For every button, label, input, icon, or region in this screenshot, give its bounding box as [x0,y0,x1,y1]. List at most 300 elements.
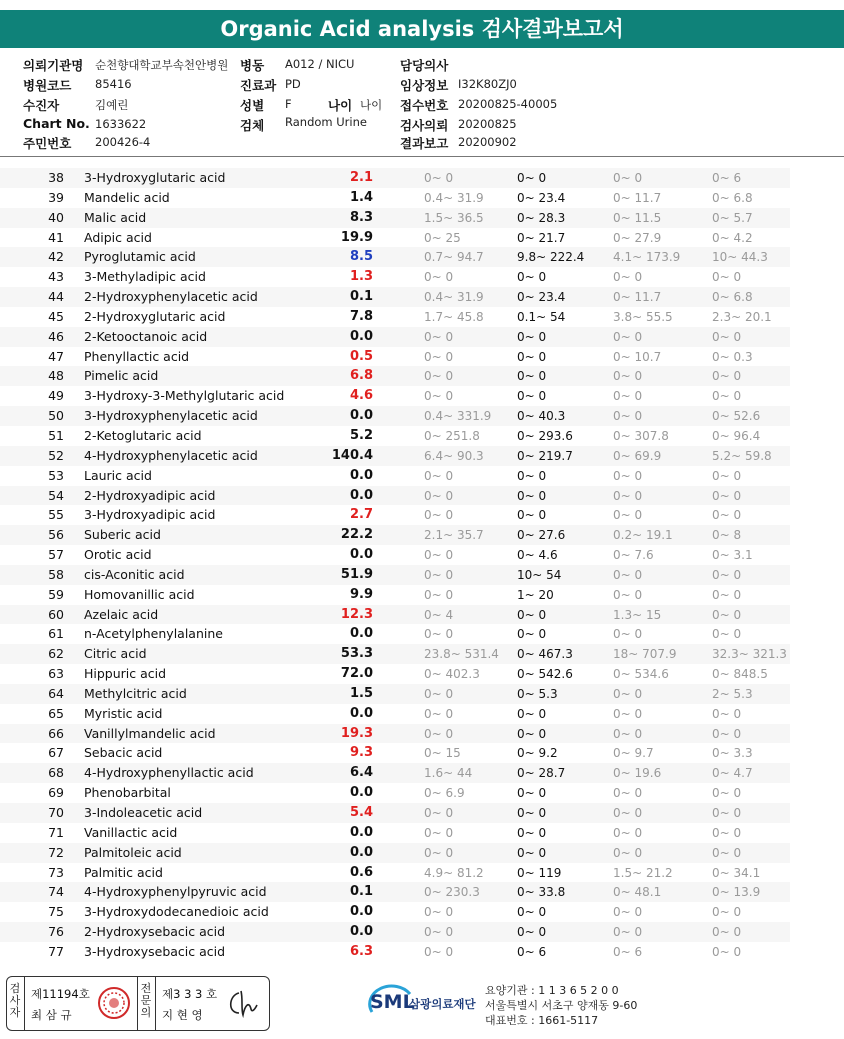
table-row [0,247,790,267]
reference-range-1: 0~ 0 [424,488,454,503]
value-chart-no: 1633622 [95,117,147,131]
reference-range-4: 0~ 5.7 [712,210,753,225]
value-hospital-code: 85416 [95,77,132,91]
reference-range-1: 2.1~ 35.7 [424,528,484,543]
table-row [0,823,790,843]
reference-range-4: 0~ 6 [712,171,742,185]
reference-range-2: 0~ 0 [517,508,547,523]
reference-range-1: 0~ 230.3 [424,885,480,900]
reference-range-3: 0~ 0 [613,587,643,602]
reference-range-1: 0~ 0 [424,508,454,523]
table-row [0,545,790,565]
reference-range-1: 0~ 0 [424,686,454,701]
reference-range-3: 0~ 0 [613,627,643,642]
analyte-name: n-Acetylphenylalanine [84,626,223,642]
reference-range-4: 0~ 0 [712,329,742,344]
reference-range-1: 0~ 0 [424,944,454,959]
row-number: 55 [48,507,64,523]
institution-code: 요양기관 : 1 1 3 6 5 2 0 0 [485,984,619,997]
row-number: 51 [48,427,64,443]
header-divider [0,156,844,157]
reference-range-1: 0~ 0 [424,806,454,820]
analyte-name: 3-Hydroxysebacic acid [84,943,226,959]
reference-range-2: 0~ 9.2 [517,746,558,761]
table-row [0,386,790,406]
reference-range-2: 0~ 0 [517,925,547,940]
reference-range-4: 0~ 0 [712,508,742,523]
reference-range-1: 0~ 15 [424,746,461,761]
sml-logo [366,984,481,1026]
analyte-name: 3-Indoleacetic acid [84,805,203,820]
institution-phone: 대표번호 : 1661-5117 [485,1014,599,1027]
result-value: 0.0 [349,785,373,801]
table-row [0,208,790,228]
reference-range-2: 0.1~ 54 [517,309,566,324]
reference-range-3: 0~ 48.1 [613,885,662,900]
analyte-name: Phenyllactic acid [84,348,190,364]
reference-range-3: 0~ 69.9 [613,448,662,463]
analyte-name: 3-Hydroxyglutaric acid [84,170,226,185]
reference-range-1: 0~ 0 [424,567,454,582]
reference-range-3: 0~ 0 [613,468,643,483]
value-sex: F [285,97,292,111]
reference-range-3: 0~ 10.7 [613,349,662,364]
reference-range-3: 0~ 0 [613,567,643,582]
result-value: 0.0 [349,626,373,642]
specialist-license: 제3 3 3 호 [162,987,218,1001]
value-resident-number: 200426-4 [95,135,151,149]
tester-name: 최 삼 규 [31,1008,72,1022]
signature-box [6,976,270,1031]
table-row [0,525,790,545]
label-test-request: 검사의뢰 [400,118,449,133]
row-number: 48 [48,368,64,384]
result-value: 8.3 [349,209,373,225]
reference-range-4: 0~ 34.1 [712,865,761,880]
reference-range-2: 0~ 28.7 [517,766,566,781]
reference-range-1: 0.4~ 31.9 [424,290,484,305]
result-value: 19.3 [340,725,373,741]
reference-range-1: 0.7~ 94.7 [424,250,484,265]
label-ward: 병동 [240,58,265,73]
row-number: 74 [48,884,64,900]
reference-range-3: 18~ 707.9 [613,647,677,662]
result-value: 9.9 [349,586,373,602]
row-number: 39 [48,189,64,205]
analyte-name: Pimelic acid [84,368,159,384]
logo-text: SML [370,991,415,1013]
analyte-name: Sebacic acid [84,745,163,761]
result-value: 0.5 [349,348,373,364]
row-number: 57 [48,547,64,563]
analyte-name: 2-Hydroxyadipic acid [84,487,216,503]
table-row [0,486,790,506]
patient-info-header [0,48,844,158]
analyte-name: Orotic acid [84,547,152,563]
row-number: 70 [48,805,64,820]
reference-range-3: 0~ 9.7 [613,746,654,761]
analyte-name: Homovanillic acid [84,586,195,602]
analyte-name: Suberic acid [84,527,161,543]
row-number: 75 [48,904,64,920]
analyte-name: 2-Hydroxysebacic acid [84,924,226,940]
reference-range-2: 0~ 0 [517,706,547,721]
reference-range-2: 0~ 0 [517,786,547,801]
reference-range-1: 23.8~ 531.4 [424,647,499,662]
result-value: 0.0 [349,328,373,344]
reference-range-4: 10~ 44.3 [712,250,768,265]
reference-range-4: 0~ 8 [712,528,742,543]
analyte-name: 2-Ketoglutaric acid [84,427,202,443]
reference-range-3: 0~ 0 [613,825,643,840]
table-row [0,743,790,763]
row-number: 73 [48,864,64,880]
reference-range-1: 0~ 0 [424,587,454,602]
result-value: 4.6 [349,388,373,404]
reference-range-2: 0~ 0 [517,171,547,185]
result-value: 0.1 [349,884,373,900]
table-row [0,902,790,922]
row-number: 63 [48,666,64,682]
reference-range-2: 1~ 20 [517,587,554,602]
result-value: 0.0 [349,824,373,840]
table-row [0,188,790,208]
table-row [0,624,790,644]
row-number: 66 [48,725,64,741]
label-department: 진료과 [240,78,277,93]
table-row [0,406,790,426]
result-value: 51.9 [340,566,373,582]
table-row [0,644,790,664]
reference-range-3: 0~ 0 [613,786,643,801]
reference-range-3: 0~ 0 [613,806,643,820]
reference-range-4: 0~ 0 [712,706,742,721]
value-age: 나이 [360,98,383,112]
reference-range-2: 0~ 33.8 [517,885,566,900]
result-value: 0.0 [349,467,373,483]
reference-range-4: 0~ 0 [712,389,742,404]
reference-range-1: 0~ 402.3 [424,667,480,682]
reference-range-4: 0~ 4.7 [712,766,753,781]
analyte-name: Adipic acid [84,229,152,245]
report-title: Organic Acid analysis 검사결과보고서 [0,10,844,48]
table-row [0,585,790,605]
reference-range-1: 0~ 0 [424,369,454,384]
reference-range-1: 0~ 0 [424,726,454,741]
analyte-name: 2-Ketooctanoic acid [84,328,208,344]
result-value: 7.8 [349,308,373,324]
result-value: 5.4 [349,805,373,820]
analyte-name: Palmitoleic acid [84,844,182,860]
label-patient: 수진자 [23,98,60,113]
reference-range-2: 9.8~ 222.4 [517,250,585,265]
reference-range-4: 0~ 0 [712,567,742,582]
table-row [0,664,790,684]
reference-range-4: 0~ 0 [712,726,742,741]
result-value: 0.0 [349,904,373,920]
reference-range-3: 0~ 307.8 [613,428,669,443]
reference-range-2: 0~ 0 [517,607,547,622]
reference-range-4: 0~ 0 [712,607,742,622]
reference-range-2: 0~ 40.3 [517,409,566,424]
analyte-name: Hippuric acid [84,666,167,682]
row-number: 59 [48,586,64,602]
label-resident-number: 주민번호 [23,136,72,151]
row-number: 71 [48,824,64,840]
analyte-name: 3-Hydroxyadipic acid [84,507,216,523]
analyte-name: 2-Hydroxyglutaric acid [84,308,226,324]
reference-range-2: 0~ 119 [517,865,562,880]
reference-range-3: 0~ 0 [613,270,643,285]
table-row [0,267,790,287]
table-row [0,347,790,367]
row-number: 72 [48,844,64,860]
analyte-name: Citric acid [84,646,147,662]
result-value: 0.0 [349,547,373,563]
table-row [0,605,790,625]
reference-range-4: 0~ 0 [712,786,742,801]
reference-range-3: 0~ 11.5 [613,210,662,225]
reference-range-3: 0~ 11.7 [613,190,662,205]
reference-range-2: 0~ 0 [517,825,547,840]
result-value: 0.1 [349,289,373,305]
table-row [0,863,790,883]
institution-address: 서울특별시 서초구 양재동 9-60 [485,999,638,1012]
analyte-name: 3-Hydroxyphenylacetic acid [84,408,258,424]
row-number: 42 [48,249,64,265]
table-row [0,426,790,446]
reference-range-3: 0~ 0 [613,389,643,404]
analyte-name: Azelaic acid [84,606,159,622]
reference-range-4: 0~ 3.1 [712,548,753,563]
reference-range-2: 0~ 467.3 [517,647,573,662]
reference-range-2: 0~ 0 [517,329,547,344]
tester-license: 제11194호 [31,987,90,1001]
row-number: 43 [48,269,64,285]
reference-range-4: 0~ 0 [712,944,742,959]
label-clinical-info: 임상정보 [400,78,449,93]
reference-range-2: 0~ 4.6 [517,548,558,563]
table-row [0,168,790,188]
reference-range-3: 0~ 0 [613,508,643,523]
analyte-name: 3-Hydroxy-3-Methylglutaric acid [84,388,285,404]
table-row [0,684,790,704]
reference-range-4: 0~ 0 [712,369,742,384]
result-value: 0.0 [349,705,373,721]
result-value: 140.4 [331,447,373,463]
result-value: 22.2 [340,527,373,543]
result-value: 0.0 [349,487,373,503]
reference-range-1: 1.6~ 44 [424,766,473,781]
reference-range-4: 5.2~ 59.8 [712,448,772,463]
reference-range-3: 0~ 0 [613,845,643,860]
row-number: 38 [48,170,64,185]
row-number: 67 [48,745,64,761]
table-row [0,287,790,307]
label-requesting-institution: 의뢰기관명 [23,58,84,73]
reference-range-4: 0~ 0 [712,845,742,860]
label-specimen: 검체 [240,118,265,133]
result-value: 12.3 [340,606,373,622]
reference-range-1: 0.4~ 31.9 [424,190,484,205]
table-row [0,803,790,823]
row-number: 45 [48,308,64,324]
reference-range-1: 0.4~ 331.9 [424,409,492,424]
reference-range-3: 0~ 0 [613,925,643,940]
reference-range-2: 0~ 0 [517,845,547,860]
reference-range-3: 0~ 0 [613,706,643,721]
label-physician: 담당의사 [400,58,449,73]
reference-range-2: 0~ 0 [517,349,547,364]
reference-range-4: 0~ 0.3 [712,349,753,364]
analyte-name: Pyroglutamic acid [84,249,196,265]
report-footer [0,972,844,1039]
table-row [0,228,790,248]
value-receipt-number: 20200825-40005 [458,97,558,111]
reference-range-2: 0~ 28.3 [517,210,566,225]
value-department: PD [285,77,301,91]
reference-range-4: 32.3~ 321.3 [712,647,787,662]
reference-range-4: 0~ 0 [712,488,742,503]
reference-range-4: 0~ 0 [712,468,742,483]
row-number: 53 [48,467,64,483]
reference-range-1: 1.7~ 45.8 [424,309,484,324]
institution-info [485,983,637,1028]
reference-range-3: 0~ 0 [613,488,643,503]
row-number: 44 [48,289,64,305]
reference-range-3: 0~ 0 [613,329,643,344]
table-row [0,307,790,327]
reference-range-4: 2~ 5.3 [712,686,753,701]
row-number: 49 [48,388,64,404]
value-specimen: Random Urine [285,115,367,129]
reference-range-2: 0~ 0 [517,369,547,384]
reference-range-2: 0~ 21.7 [517,230,566,245]
reference-range-4: 0~ 0 [712,925,742,940]
result-value: 6.4 [349,765,373,781]
reference-range-4: 0~ 6.8 [712,290,753,305]
reference-range-2: 0~ 0 [517,726,547,741]
reference-range-2: 0~ 293.6 [517,428,573,443]
reference-range-3: 0~ 0 [613,369,643,384]
label-result-report: 결과보고 [400,136,449,151]
red-seal-stamp [97,986,131,1020]
table-row [0,505,790,525]
result-value: 1.4 [349,189,373,205]
reference-range-4: 0~ 52.6 [712,409,761,424]
reference-range-3: 1.3~ 15 [613,607,662,622]
reference-range-2: 0~ 23.4 [517,190,566,205]
reference-range-2: 10~ 54 [517,567,562,582]
analyte-name: 4-Hydroxyphenylacetic acid [84,447,258,463]
reference-range-1: 0~ 4 [424,607,454,622]
result-value: 0.0 [349,844,373,860]
reference-range-3: 0~ 0 [613,409,643,424]
reference-range-1: 6.4~ 90.3 [424,448,484,463]
reference-range-1: 4.9~ 81.2 [424,865,484,880]
reference-range-2: 0~ 0 [517,488,547,503]
result-value: 19.9 [340,229,373,245]
reference-range-4: 0~ 0 [712,825,742,840]
reference-range-4: 0~ 0 [712,587,742,602]
reference-range-1: 0~ 0 [424,270,454,285]
value-patient: 김예린 [95,98,129,112]
analyte-name: Lauric acid [84,467,152,483]
reference-range-2: 0~ 0 [517,806,547,820]
reference-range-4: 2.3~ 20.1 [712,309,772,324]
reference-range-2: 0~ 0 [517,270,547,285]
reference-range-2: 0~ 0 [517,905,547,920]
table-row [0,942,790,962]
reference-range-2: 0~ 23.4 [517,290,566,305]
reference-range-3: 4.1~ 173.9 [613,250,681,265]
row-number: 41 [48,229,64,245]
reference-range-1: 0~ 0 [424,706,454,721]
result-value: 9.3 [349,745,373,761]
analyte-name: 4-Hydroxyphenyllactic acid [84,765,254,781]
analyte-name: Vanillactic acid [84,824,178,840]
table-row [0,843,790,863]
reference-range-3: 0~ 0 [613,171,643,185]
results-table [0,168,844,962]
result-value: 5.2 [349,427,373,443]
row-number: 56 [48,527,64,543]
reference-range-1: 0~ 0 [424,468,454,483]
reference-range-2: 0~ 0 [517,468,547,483]
row-number: 61 [48,626,64,642]
result-value: 6.8 [349,368,373,384]
table-row [0,763,790,783]
result-value: 2.1 [349,170,373,185]
reference-range-1: 0~ 0 [424,389,454,404]
reference-range-1: 0~ 251.8 [424,428,480,443]
analyte-name: Vanillylmandelic acid [84,725,216,741]
result-value: 6.3 [349,943,373,959]
analyte-name: Methylcitric acid [84,685,187,701]
reference-range-2: 0~ 5.3 [517,686,558,701]
table-row [0,327,790,347]
row-number: 46 [48,328,64,344]
analyte-name: Phenobarbital [84,785,171,801]
reference-range-1: 0~ 25 [424,230,461,245]
reference-range-2: 0~ 6 [517,944,547,959]
reference-range-3: 0~ 19.6 [613,766,662,781]
reference-range-4: 0~ 0 [712,806,742,820]
result-value: 53.3 [340,646,373,662]
reference-range-1: 0~ 0 [424,905,454,920]
reference-range-2: 0~ 0 [517,389,547,404]
specialist-name: 지 현 영 [162,1008,203,1022]
row-number: 77 [48,943,64,959]
reference-range-3: 0~ 0 [613,905,643,920]
reference-range-1: 0~ 0 [424,548,454,563]
reference-range-4: 0~ 848.5 [712,667,768,682]
reference-range-1: 0~ 0 [424,171,454,185]
row-number: 65 [48,705,64,721]
reference-range-1: 0~ 0 [424,845,454,860]
result-value: 0.6 [349,864,373,880]
table-row [0,922,790,942]
row-number: 58 [48,566,64,582]
reference-range-1: 0~ 0 [424,825,454,840]
value-requesting-institution: 순천향대학교부속천안병원 [95,58,229,72]
table-row [0,783,790,803]
value-test-request: 20200825 [458,117,517,131]
row-number: 50 [48,408,64,424]
label-sex: 성별 [240,98,265,113]
reference-range-2: 0~ 0 [517,627,547,642]
analyte-name: Myristic acid [84,705,163,721]
